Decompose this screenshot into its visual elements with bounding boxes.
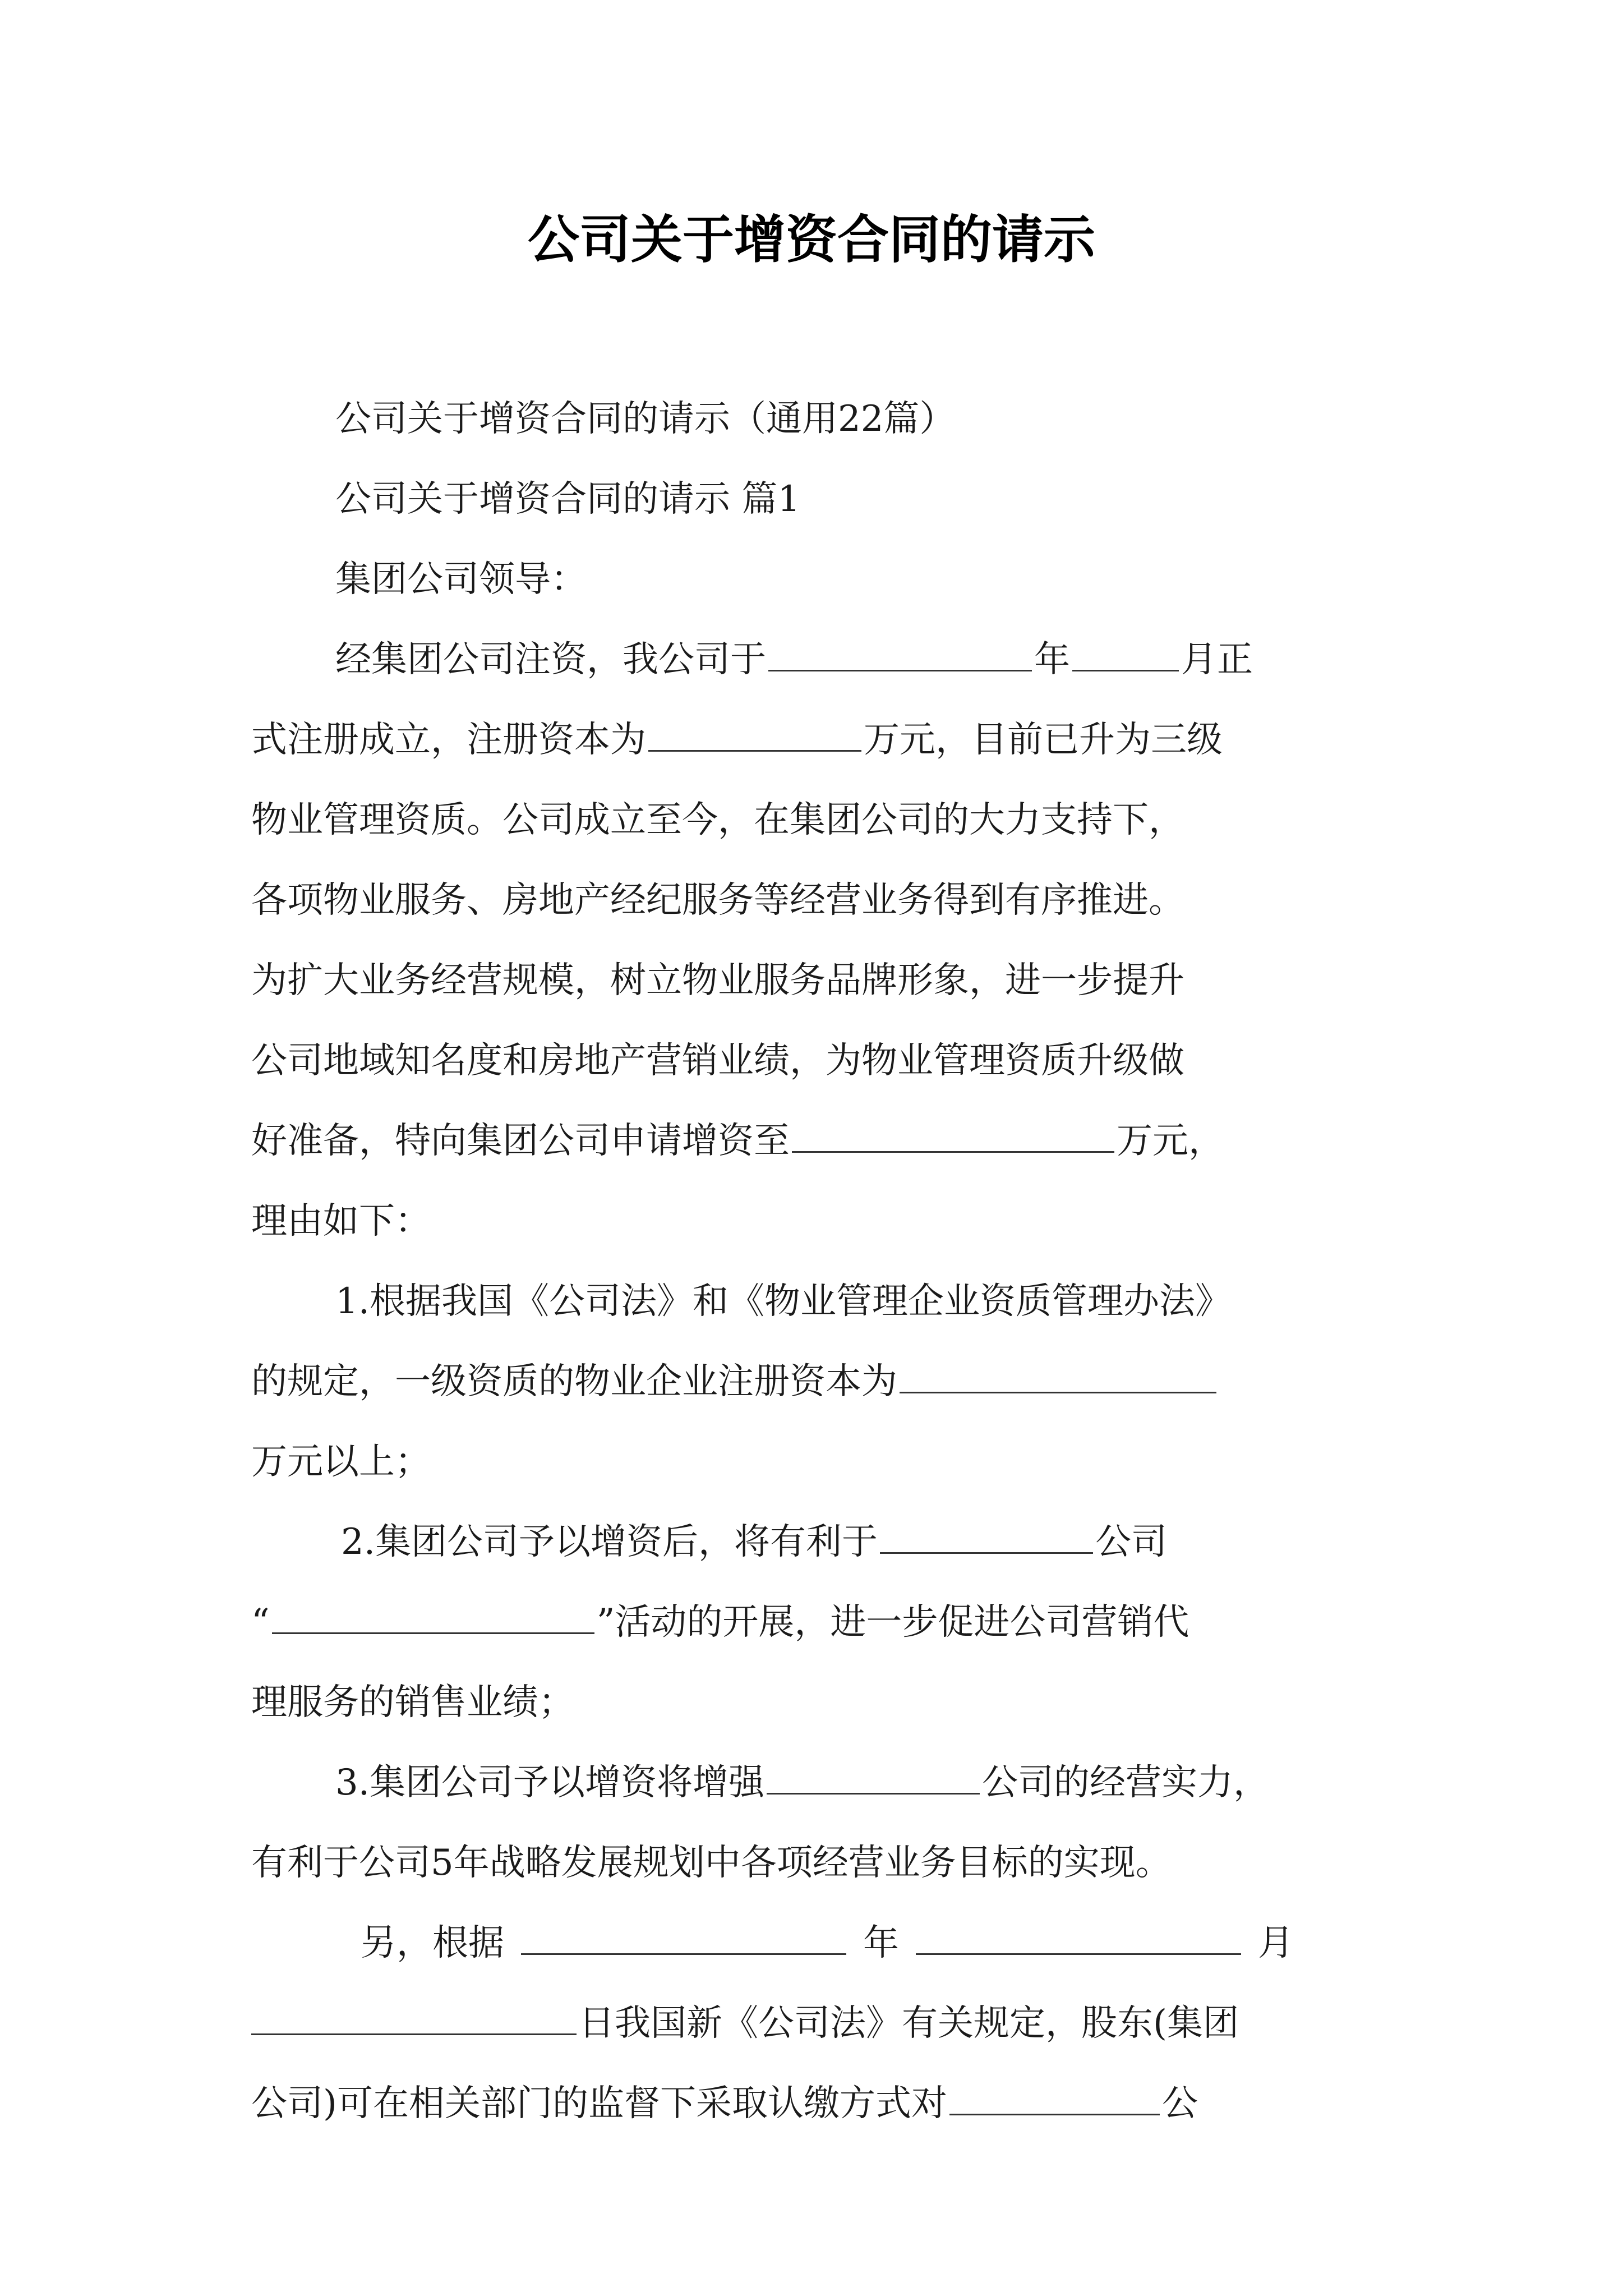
blank-field <box>916 1923 1241 1955</box>
para1-line-2: 式注册成立，注册资本为 万元，目前已升为三级 <box>251 719 1223 761</box>
blank-field <box>767 1763 980 1795</box>
blank-field <box>900 1361 1216 1393</box>
document-title: 公司关于增资合同的请示 <box>527 210 1095 270</box>
para1-line-1: 经集团公司注资，我公司于 年 月正 <box>335 639 1253 680</box>
para1-line-5: 为扩大业务经营规模，树立物业服务品牌形象，进一步提升 <box>251 960 1184 1001</box>
blank-field <box>1072 639 1179 671</box>
para1-line-4: 各项物业服务、房地产经纪服务等经营业务得到有序推进。 <box>251 880 1184 921</box>
blank-field <box>768 639 1032 671</box>
paragraph-registration <box>251 620 1387 1262</box>
para1-line-6: 公司地域知名度和房地产营销业绩，为物业管理资质升级做 <box>251 1040 1184 1082</box>
section-heading: 公司关于增资合同的请示 篇1 <box>335 478 801 520</box>
para1-line-7: 好准备，特向集团公司申请增资至 万元， <box>251 1120 1224 1162</box>
list-item-1: 1.根据我国《公司法》和《物业管理企业资质管理办法》 的规定，一级资质的物业企业注册资本为 万元以上； <box>251 1281 1232 1483</box>
blank-field <box>251 2003 577 2035</box>
blank-field <box>949 2083 1160 2115</box>
blank-field <box>521 1923 846 1955</box>
subtitle-line: 公司关于增资合同的请示（通用22篇） <box>335 398 956 440</box>
para1-line-8: 理由如下： <box>251 1200 431 1242</box>
blank-field <box>880 1522 1093 1554</box>
document-body <box>251 379 1387 2144</box>
blank-field <box>272 1602 594 1634</box>
list-item-2: 2.集团公司予以增资后，将有利于 公司 “ ”活动的开展，进一步促进公司营销代 理服务的销售业绩； <box>251 1521 1189 1723</box>
blank-field <box>648 720 861 752</box>
blank-field <box>792 1121 1114 1153</box>
list-item-3: 3.集团公司予以增资将增强 公司的经营实力， 有利于公司5年战略发展规划中各项经营业务目标的实现。 <box>251 1762 1270 1884</box>
salutation: 集团公司领导： <box>335 559 587 600</box>
para1-line-3: 物业管理资质。公司成立至今，在集团公司的大力支持下， <box>251 799 1184 841</box>
paragraph-additional: 另，根据 年 月 日我国新《公司法》有关规定，股东(集团 公司)可在相关部门的监督下采取认缴方式对 公 <box>251 1922 1294 2124</box>
